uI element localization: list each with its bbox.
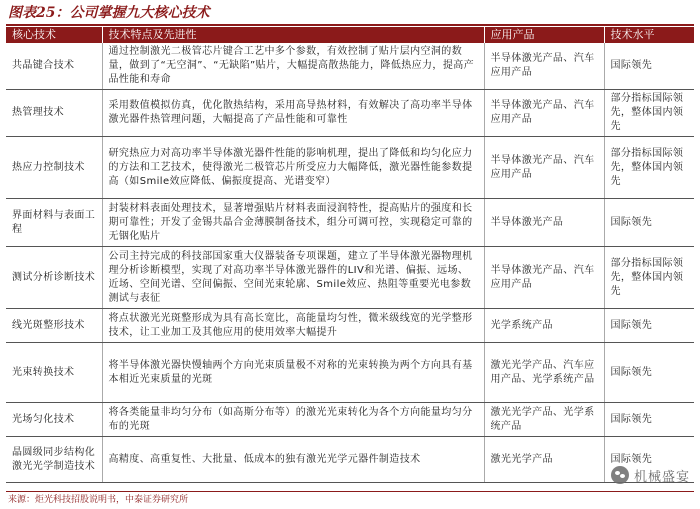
tech-name: 共晶键合技术 <box>6 43 102 90</box>
table-row <box>6 403 694 437</box>
tech-product: 半导体激光产品 <box>484 199 604 247</box>
tech-product: 激光光学产品、光学系统产品 <box>484 403 604 437</box>
tech-product: 激光光学产品 <box>484 437 604 483</box>
tech-name: 光束转换技术 <box>6 343 102 403</box>
table-row <box>6 43 694 90</box>
tech-level: 国际领先 <box>604 199 694 247</box>
table-row <box>6 199 694 247</box>
tech-feature: 将各类能量非均匀分布（如高斯分布等）的激光光束转化为各个方向能量均匀分布的光斑 <box>102 403 484 437</box>
tech-feature: 研究热应力对高功率半导体激光器件性能的影响机理，提出了降低和均匀化应力的方法和工艺技术，使得激光二极管芯片所受应力大幅降低，激光器性能参数提高（如Smile效应降低、偏振度提高、光谱变窄） <box>102 137 484 199</box>
tech-feature: 高精度、高重复性、大批量、低成本的独有激光光学元器件制造技术 <box>102 437 484 483</box>
tech-name: 测试分析诊断技术 <box>6 247 102 309</box>
source-divider <box>6 491 694 492</box>
table-header-row <box>6 27 694 43</box>
tech-feature: 采用数值模拟仿真，优化散热结构，采用高导热材料，有效解决了高功率半导体激光器件热管理问题，大幅提高了产品性能和可靠性 <box>102 90 484 137</box>
header-feature: 技术特点及先进性 <box>102 27 484 43</box>
table-row <box>6 437 694 483</box>
tech-level: 部分指标国际领先，整体国内领先 <box>604 247 694 309</box>
tech-level: 部分指标国际领先，整体国内领先 <box>604 137 694 199</box>
header-product: 应用产品 <box>484 27 604 43</box>
watermark <box>611 464 690 486</box>
core-tech-table <box>6 27 694 483</box>
table-row <box>6 309 694 343</box>
watermark-text: 机械盛宴 <box>633 469 690 485</box>
tech-name: 晶圆级同步结构化激光光学制造技术 <box>6 437 102 483</box>
figure-title: 图表25：公司掌握九大核心技术 <box>8 5 210 21</box>
tech-product: 半导体激光产品、汽车应用产品 <box>484 247 604 309</box>
header-core-tech: 核心技术 <box>6 27 102 43</box>
tech-feature: 将点状激光光斑整形成为具有高长宽比，高能量均匀性，微米级线宽的光学整形技术，让工业加工及其他应用的使用效率大幅提升 <box>102 309 484 343</box>
wechat-icon <box>611 466 629 484</box>
tech-feature: 将半导体激光器快慢轴两个方向光束质量极不对称的光束转换为两个方向具有基本相近光束质量的光斑 <box>102 343 484 403</box>
tech-feature: 封装材料表面处理技术，显著增强贴片材料表面浸润特性，提高贴片的强度和长期可靠性；开发了金锡共晶合金薄膜制备技术，组分可调可控，实现稳定可靠的无铟化贴片 <box>102 199 484 247</box>
header-level: 技术水平 <box>604 27 694 43</box>
table-row <box>6 90 694 137</box>
tech-feature: 公司主持完成的科技部国家重大仪器装备专项课题，建立了半导体激光器物理机理分析诊断模型，实现了对高功率半导体激光器件的LIV和光谱、偏振、远场、近场、空间光谱、空间偏振、空间光束轮廓、Smile效应、热阻等重要光电参数测试与表征 <box>102 247 484 309</box>
table-row <box>6 343 694 403</box>
table-row <box>6 137 694 199</box>
tech-level: 国际领先 <box>604 403 694 437</box>
tech-level: 部分指标国际领先，整体国内领先 <box>604 90 694 137</box>
tech-name: 光场匀化技术 <box>6 403 102 437</box>
source-note: 来源：炬光科技招股说明书，中泰证券研究所 <box>8 495 189 505</box>
tech-name: 界面材料与表面工程 <box>6 199 102 247</box>
title-divider <box>6 24 694 26</box>
tech-level: 国际领先 <box>604 343 694 403</box>
tech-product: 半导体激光产品、汽车应用产品 <box>484 90 604 137</box>
tech-name: 热应力控制技术 <box>6 137 102 199</box>
tech-level: 国际领先 <box>604 43 694 90</box>
tech-feature: 通过控制激光二极管芯片键合工艺中多个参数，有效控制了贴片层内空洞的数量，做到了“无空洞”、“无缺陷”贴片，大幅提高散热能力，降低热应力，提高产品性能和寿命 <box>102 43 484 90</box>
tech-product: 半导体激光产品、汽车应用产品 <box>484 137 604 199</box>
tech-name: 热管理技术 <box>6 90 102 137</box>
tech-product: 半导体激光产品、汽车应用产品 <box>484 43 604 90</box>
tech-product: 激光光学产品、汽车应用产品、光学系统产品 <box>484 343 604 403</box>
tech-level: 国际领先 <box>604 437 694 483</box>
tech-product: 光学系统产品 <box>484 309 604 343</box>
table-row <box>6 247 694 309</box>
tech-name: 线光斑整形技术 <box>6 309 102 343</box>
tech-level: 国际领先 <box>604 309 694 343</box>
